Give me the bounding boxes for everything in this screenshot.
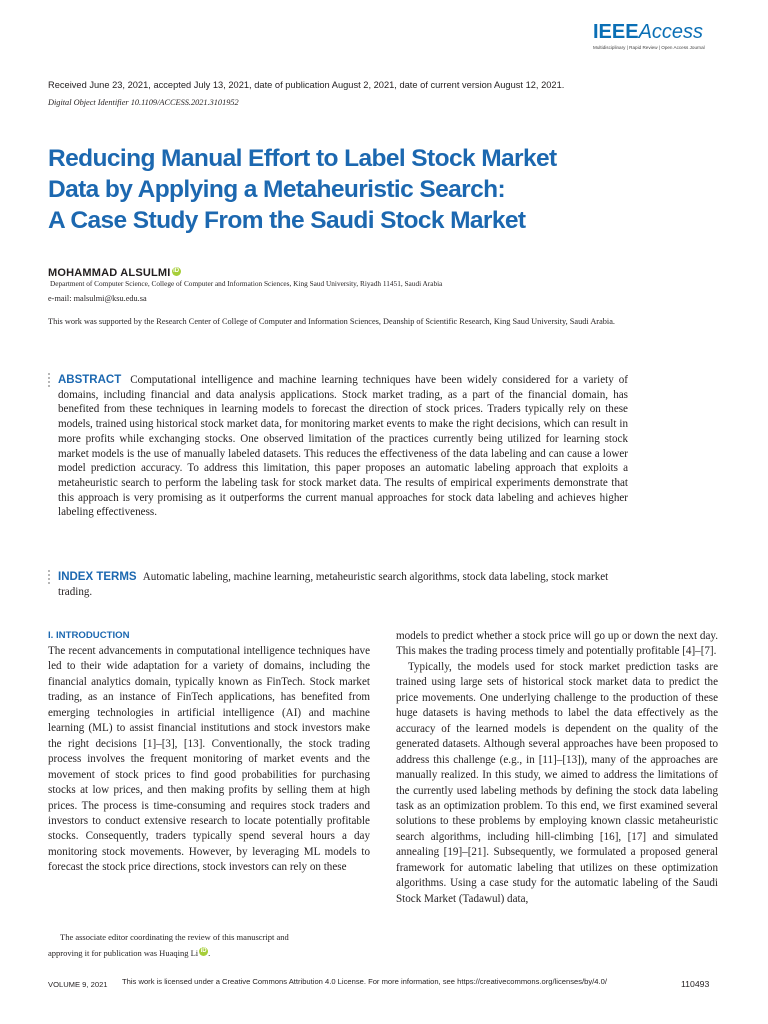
doi-line: Digital Object Identifier 10.1109/ACCESS.2021.3101952 bbox=[48, 98, 239, 107]
section-heading: I. INTRODUCTION bbox=[48, 630, 130, 641]
abstract-marker-icon bbox=[48, 373, 51, 389]
title-line: A Case Study From the Saudi Stock Market bbox=[48, 207, 526, 234]
index-terms-heading: INDEX TERMS bbox=[58, 571, 137, 583]
author-name: MOHAMMAD ALSULMI bbox=[48, 267, 171, 279]
abstract bbox=[58, 373, 628, 520]
footnote-line: The associate editor coordinating the review of this manuscript and bbox=[60, 932, 289, 942]
page-number: 110493 bbox=[681, 979, 710, 989]
logo-main-text: IEEE bbox=[593, 21, 639, 43]
intro-paragraph: The recent advancements in computational intelligence techniques have led to their wide adaptation for a variety of domains, including the financial analytics domain, typically known as FinTech. Stock market trading, as an instance of FinTech applications, has benefited from emerging technologies in artificial intelligence (AI) and machine learning (ML) to assist financial institutions and stock investors make the right decisions [1]–[3], [13]. Conventionally, the stock trading process involves the frequent monitoring of market events and the movement of stock prices to find good probabilities for purchasing stocks at low prices, and then making profits by selling them at high prices. The process is time-consuming and requires stock traders and investors to conduct extensive research to locate potentially profitable stocks. Consequently, traders typically spend several hours a day monitoring stock movements. However, by leveraging ML models to forecast the stock price directions, stock investors can rely on these bbox=[48, 645, 370, 874]
license-notice[interactable]: This work is licensed under a Creative Commons Attribution 4.0 License. For more information, see https://creativecommons.org/licenses/by/4.0/ bbox=[122, 977, 607, 986]
editor-footnote: The associate editor coordinating the review of this manuscript and approving it for publication was Huaqing Li iD . bbox=[48, 930, 370, 961]
journal-logo bbox=[593, 22, 723, 54]
abstract-heading: ABSTRACT bbox=[58, 374, 122, 386]
right-column bbox=[396, 629, 718, 907]
logo-tagline: Multidisciplinary | Rapid Review | Open Access Journal bbox=[593, 45, 705, 50]
author-affiliation: Department of Computer Science, College of Computer and Information Sciences, King Saud University, Riyadh 11451, Saudi Arabia bbox=[50, 279, 443, 288]
author-email: e-mail: malsulmi@ksu.edu.sa bbox=[48, 294, 147, 303]
received-dates: Received June 23, 2021, accepted July 13, 2021, date of publication August 2, 2021, date of current version August 12, 2021. bbox=[48, 80, 565, 90]
logo-accent-text: Access bbox=[638, 21, 704, 43]
left-column bbox=[48, 629, 370, 876]
orcid-icon[interactable]: iD bbox=[173, 268, 180, 274]
volume-label: VOLUME 9, 2021 bbox=[48, 980, 108, 989]
keywords-marker-icon bbox=[48, 570, 51, 586]
abstract-text: Computational intelligence and machine learning techniques have been widely considered for a variety of domains, including financial and data analysis applications. Stock market trading, as a part of the financial domain, has benefited from these techniques in learning models to forecast the direction of stock prices. Traders typically rely on these models, trained using historical stock market data, for monitoring market events to make the right decisions, which can result in more profits while exchanging stocks. One observed limitation of the practices currently being utilized for learning stock market models is the use of manually labeled datasets. This reduces the effectiveness of the data labeling and can cause a lower model prediction accuracy. To address this limitation, this paper proposes an automatic labeling approach that exploits a metaheuristic search to perform the labeling task for stock market data. The results of empirical experiments demonstrate that this approach is very promising as it outperforms the current manual approaches for stock data labeling and achieves higher labeling effectiveness. bbox=[58, 374, 629, 519]
paper-title bbox=[48, 143, 648, 236]
intro-paragraph: Typically, the models used for stock market prediction tasks are trained using large sets of historical stock market data to predict the price movements. One underlying challenge to the production of these huge datasets is having methods to label the data effectively as the accuracy of the learned models is dependent on the quality of the generated datasets. Although several approaches have been proposed to address this challenge (e.g., in [11]–[13]), many of the approaches are manually realized. In this study, we aimed to address the limitations of the currently used labeling methods by defining the stock data labeling task as an optimization problem. To this end, we first examined several solutions to these problems by employing known classic metaheuristic search algorithms, including hill-climbing [16], [17] and simulated annealing [19]–[21]. Subsequently, we formulated a proposed general framework for automatic labeling that utilizes on these optimization algorithms. Using a case study for the automatic labeling of the Saudi Stock Market (Tadawul) data, bbox=[396, 660, 718, 905]
footnote-line: approving it for publication was Huaqing Li bbox=[48, 947, 199, 958]
title-line: Data by Applying a Metaheuristic Search: bbox=[48, 176, 506, 203]
title-line: Reducing Manual Effort to Label Stock Market bbox=[48, 145, 557, 172]
index-terms bbox=[58, 570, 638, 599]
index-terms-text: Automatic labeling, machine learning, metaheuristic search algorithms, stock data labeling, stock market trading. bbox=[58, 571, 609, 598]
funding-note: This work was supported by the Research Center of College of Computer and Information Sciences, Deanship of Scientific Research, King Saud University, Saudi Arabia. bbox=[48, 317, 615, 326]
orcid-icon[interactable]: iD bbox=[200, 947, 207, 954]
intro-paragraph: models to predict whether a stock price will go up or down the next day. This makes the trading process timely and potentially profitable [4]–[7]. bbox=[396, 630, 718, 658]
